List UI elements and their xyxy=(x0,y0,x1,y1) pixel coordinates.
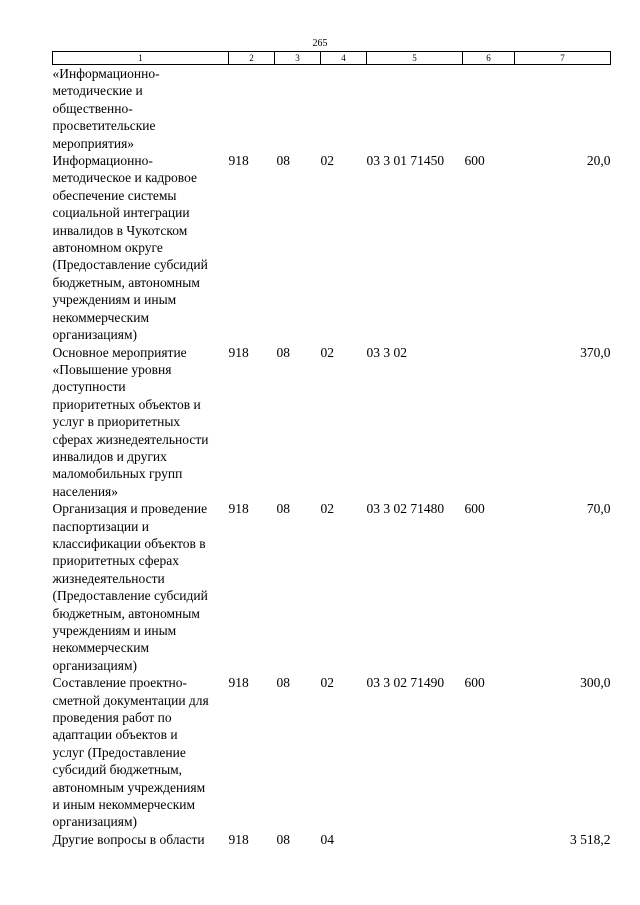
row-name-line: социальной интеграции xyxy=(52,205,190,221)
expense-type-cell xyxy=(463,831,515,848)
row-name-line: Информационно- xyxy=(52,153,153,169)
column-header-2: 2 xyxy=(229,52,275,65)
section-code-cell: 08 xyxy=(276,501,290,517)
row-name-line: паспортизации и xyxy=(52,518,149,534)
row-name-line: приоритетных объектов и xyxy=(52,396,201,412)
subsection-code-cell xyxy=(321,65,367,153)
target-article-cell: 03 3 02 71490 xyxy=(366,675,445,691)
row-name-line: Составление проектно- xyxy=(52,675,188,691)
section-code-cell xyxy=(275,65,321,153)
table-row xyxy=(53,674,611,831)
amount-cell: 20,0 xyxy=(586,153,611,169)
row-name-line: (Предоставление субсидий xyxy=(52,588,208,604)
column-header-3: 3 xyxy=(275,52,321,65)
row-name-line: проведения работ по xyxy=(52,710,172,726)
section-code-cell: 08 xyxy=(276,153,290,169)
expense-type-cell: 600 xyxy=(464,675,485,691)
row-name-line: бюджетным, автономным xyxy=(52,605,200,621)
amount-cell: 300,0 xyxy=(580,675,611,691)
subsection-code-cell: 02 xyxy=(320,675,334,691)
row-name-line: инвалидов и других xyxy=(52,448,167,464)
row-name-line: просветительские xyxy=(52,118,156,134)
row-name-line: автономным учреждениям xyxy=(52,779,206,795)
row-name-line: бюджетным, автономным xyxy=(52,274,200,290)
table-body xyxy=(53,65,611,849)
row-name-line: субсидий бюджетным, xyxy=(52,762,183,778)
row-name-line: некоммерческим xyxy=(52,640,150,656)
section-code-cell: 08 xyxy=(276,344,290,360)
target-article-cell: 03 3 02 xyxy=(366,344,407,360)
row-name-line: доступности xyxy=(52,379,126,395)
table-row xyxy=(53,65,611,153)
table-row xyxy=(53,152,611,343)
target-article-cell: 03 3 01 71450 xyxy=(366,153,445,169)
amount-cell: 370,0 xyxy=(580,344,611,360)
amount-cell: 70,0 xyxy=(586,501,611,517)
subsection-code-cell: 02 xyxy=(320,153,334,169)
row-name-line: общественно- xyxy=(52,100,133,116)
section-code-cell: 08 xyxy=(276,675,290,691)
expense-type-cell: 600 xyxy=(464,501,485,517)
budget-table xyxy=(52,51,611,848)
row-name-cell xyxy=(53,500,229,674)
header-row xyxy=(53,52,611,65)
amount-cell: 3 518,2 xyxy=(570,831,611,847)
row-name-line: методические и xyxy=(52,83,143,99)
row-name-cell xyxy=(53,65,229,153)
expense-type-cell: 600 xyxy=(464,153,485,169)
row-name-line: и иным некоммерческим xyxy=(52,797,196,813)
column-header-1: 1 xyxy=(53,52,229,65)
row-name-line: услуг в приоритетных xyxy=(52,414,181,430)
column-header-7: 7 xyxy=(515,52,611,65)
row-name-line: (Предоставление субсидий xyxy=(52,257,208,273)
row-name-line: Организация и проведение xyxy=(52,501,208,517)
department-code-cell: 918 xyxy=(228,344,249,360)
row-name-cell xyxy=(53,152,229,343)
row-name-line: некоммерческим xyxy=(52,309,150,325)
row-name-line: классификации объектов в xyxy=(52,535,206,551)
row-name-line: услуг (Предоставление xyxy=(52,744,186,760)
target-article-cell: 03 3 02 71480 xyxy=(366,501,445,517)
subsection-code-cell: 02 xyxy=(320,501,334,517)
row-name-line: обеспечение системы xyxy=(52,187,177,203)
row-name-line: населения» xyxy=(52,483,119,499)
table-row xyxy=(53,831,611,848)
amount-cell xyxy=(515,65,611,153)
section-code-cell: 08 xyxy=(276,831,290,847)
row-name-line: маломобильных групп xyxy=(52,466,183,482)
column-header-4: 4 xyxy=(321,52,367,65)
row-name-line: автономном округе xyxy=(52,240,163,256)
row-name-line: Другие вопросы в области xyxy=(52,831,205,847)
department-code-cell: 918 xyxy=(228,153,249,169)
row-name-line: мероприятия» xyxy=(52,135,135,151)
row-name-line: приоритетных сферах xyxy=(52,553,180,569)
row-name-line: сметной документации для xyxy=(52,692,209,708)
expense-type-cell xyxy=(463,344,515,501)
subsection-code-cell: 02 xyxy=(320,344,334,360)
table-row xyxy=(53,500,611,674)
row-name-line: инвалидов в Чукотском xyxy=(52,222,188,238)
department-code-cell: 918 xyxy=(228,831,249,847)
row-name-line: «Информационно- xyxy=(52,66,160,81)
row-name-line: адаптации объектов и xyxy=(52,727,178,743)
row-name-line: методическое и кадровое xyxy=(52,170,197,186)
expense-type-cell xyxy=(463,65,515,153)
row-name-line: учреждениям и иным xyxy=(52,623,177,638)
target-article-cell xyxy=(367,831,463,848)
column-header-5: 5 xyxy=(367,52,463,65)
row-name-cell xyxy=(53,674,229,831)
row-name-cell xyxy=(53,831,229,848)
row-name-line: организациям) xyxy=(52,657,138,673)
row-name-line: организациям) xyxy=(52,327,138,343)
subsection-code-cell: 04 xyxy=(320,831,334,847)
department-code-cell: 918 xyxy=(228,501,249,517)
department-code-cell: 918 xyxy=(228,675,249,691)
row-name-line: Основное мероприятие xyxy=(52,344,187,360)
table-row xyxy=(53,344,611,501)
column-header-6: 6 xyxy=(463,52,515,65)
department-code-cell xyxy=(229,65,275,153)
row-name-line: жизнедеятельности xyxy=(52,570,165,586)
row-name-line: сферах жизнедеятельности xyxy=(52,431,209,447)
page-number: 265 xyxy=(312,38,328,49)
row-name-line: учреждениям и иным xyxy=(52,292,177,308)
row-name-cell xyxy=(53,344,229,501)
target-article-cell xyxy=(367,65,463,153)
row-name-line: организациям) xyxy=(52,814,138,830)
row-name-line: «Повышение уровня xyxy=(52,361,172,377)
